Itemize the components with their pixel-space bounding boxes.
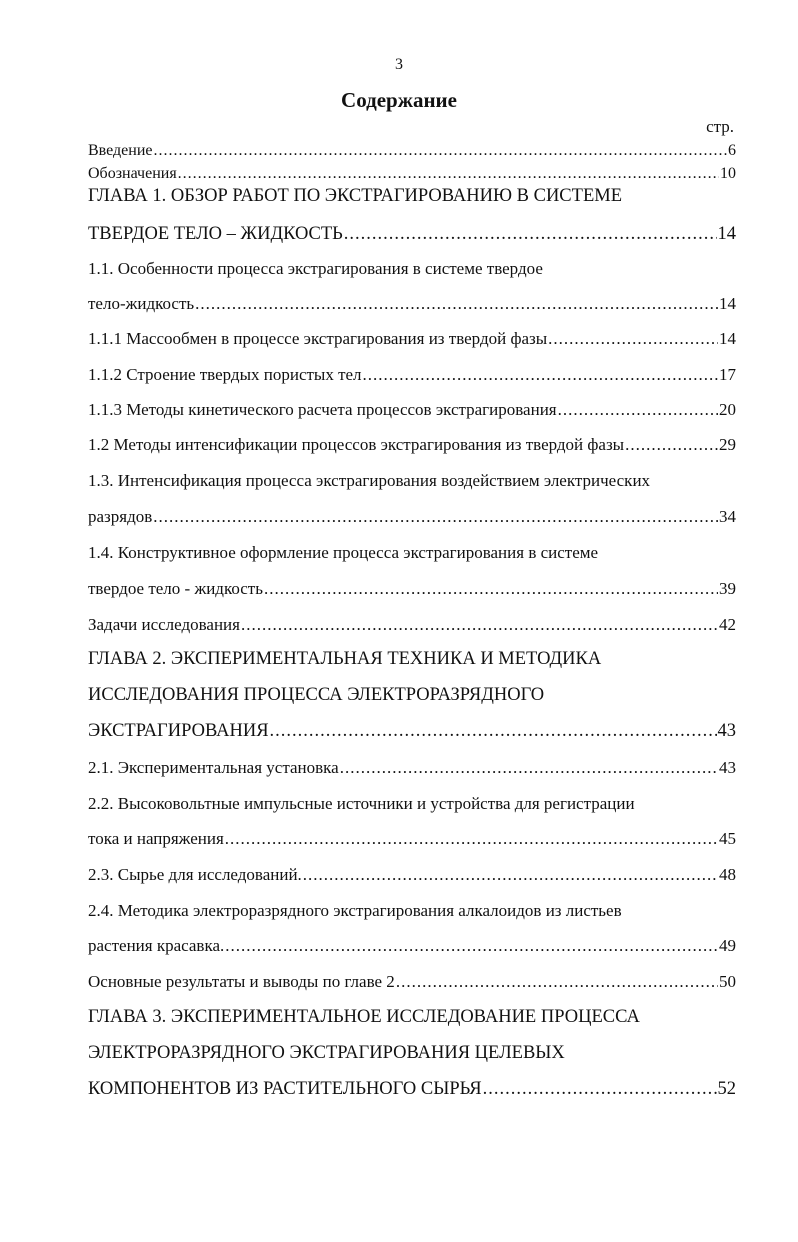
- toc-section-1-1-line-1: 1.1. Особенности процесса экстрагирования в системе твердое: [88, 259, 543, 278]
- toc-entry-page: 43: [717, 721, 736, 741]
- toc-entry-page: 39: [719, 579, 736, 598]
- toc-entry-title: растения красавка.: [88, 936, 225, 955]
- toc-leader-dots: [303, 866, 718, 883]
- toc-leader-dots: [154, 143, 728, 159]
- page-number: 3: [395, 56, 403, 73]
- toc-entry-title: 2.1. Экспериментальная установка: [88, 758, 339, 777]
- toc-entry-section-1-2: [88, 436, 736, 453]
- toc-entry-section-1-1-1: [88, 330, 736, 347]
- toc-entry-section-2-3: [88, 866, 736, 883]
- toc-section-2-4-line-1: 2.4. Методика электроразрядного экстрагирования алкалоидов из листьев: [88, 901, 622, 920]
- toc-entry-title: тока и напряжения: [88, 829, 224, 848]
- toc-entry-page: 45: [719, 829, 736, 848]
- toc-entry-page: 14: [719, 329, 736, 348]
- toc-entry-tasks: [88, 616, 736, 633]
- toc-leader-dots: [225, 937, 718, 954]
- toc-entry-page: 6: [728, 142, 736, 159]
- toc-entry-section-1-4: [88, 580, 736, 597]
- toc-entry-title: Задачи исследования: [88, 615, 240, 634]
- toc-entry-page: 14: [717, 224, 736, 244]
- toc-leader-dots: [264, 580, 718, 597]
- toc-entry-title: 1.2 Методы интенсификации процессов экстрагирования из твердой фазы: [88, 435, 625, 454]
- page-title: Содержание: [341, 88, 457, 112]
- toc-entry-title: 1.1.1 Массообмен в процессе экстрагирования из твердой фазы: [88, 329, 548, 348]
- toc-entry-page: 43: [719, 758, 736, 777]
- toc-entry-title: КОМПОНЕНТОВ ИЗ РАСТИТЕЛЬНОГО СЫРЬЯ: [88, 1079, 482, 1099]
- toc-leader-dots: [178, 166, 719, 182]
- toc-entry-section-1-1: [88, 295, 736, 312]
- toc-leader-dots: [195, 295, 718, 312]
- toc-leader-dots: [483, 1080, 717, 1099]
- toc-entry-title: Введение: [88, 142, 153, 159]
- toc-entry-section-2-1: [88, 759, 736, 776]
- toc-entry-title: Основные результаты и выводы по главе 2: [88, 972, 395, 991]
- toc-entry-section-2-4: [88, 937, 736, 954]
- toc-entry-section-1-1-2: [88, 366, 736, 383]
- toc-entry-results-chapter-2: [88, 973, 736, 990]
- toc-entry-page: 48: [719, 865, 736, 884]
- toc-section-1-4-line-1: 1.4. Конструктивное оформление процесса экстрагирования в системе: [88, 543, 599, 562]
- toc-leader-dots: [153, 508, 718, 525]
- toc-section-2-2-line-1: 2.2. Высоковольтные импульсные источники и устройства для регистрации: [88, 794, 635, 813]
- toc-entry-title: твердое тело - жидкость: [88, 579, 263, 598]
- toc-entry-page: 49: [719, 936, 736, 955]
- toc-entry-chapter-1: [88, 225, 736, 244]
- toc-leader-dots: [548, 330, 718, 347]
- toc-entry-title: ТВЕРДОЕ ТЕЛО – ЖИДКОСТЬ: [88, 224, 343, 244]
- toc-entry-title: ЭКСТРАГИРОВАНИЯ: [88, 721, 269, 741]
- toc-entry-page: 50: [719, 972, 736, 991]
- toc-leader-dots: [340, 759, 718, 776]
- toc-entry-page: 10: [720, 165, 736, 182]
- toc-leader-dots: [625, 436, 718, 453]
- toc-entry-title: 2.3. Сырье для исследований.: [88, 865, 302, 884]
- toc-chapter-1-line-1: ГЛАВА 1. ОБЗОР РАБОТ ПО ЭКСТРАГИРОВАНИЮ В СИСТЕМЕ: [88, 186, 622, 206]
- toc-entry-section-1-3: [88, 508, 736, 525]
- page-column-label: стр.: [706, 117, 734, 136]
- toc-section-1-3-line-1: 1.3. Интенсификация процесса экстрагирования воздействием электрических: [88, 471, 651, 490]
- toc-entry-page: 52: [717, 1079, 736, 1099]
- toc-entry-intro: [88, 143, 736, 159]
- toc-leader-dots: [344, 225, 717, 244]
- toc-entry-title: разрядов: [88, 507, 153, 526]
- toc-leader-dots: [396, 973, 718, 990]
- toc-leader-dots: [241, 616, 718, 633]
- toc-entry-chapter-3: [88, 1080, 736, 1099]
- toc-chapter-2-line-2: ИССЛЕДОВАНИЯ ПРОЦЕССА ЭЛЕКТРОРАЗРЯДНОГО: [88, 685, 545, 705]
- toc-entry-page: 14: [719, 294, 736, 313]
- toc-entry-title: тело-жидкость: [88, 294, 195, 313]
- toc-entry-page: 34: [719, 507, 736, 526]
- toc-entry-title: Обозначения: [88, 165, 177, 182]
- toc-entry-section-2-2: [88, 830, 736, 847]
- toc-chapter-2-line-1: ГЛАВА 2. ЭКСПЕРИМЕНТАЛЬНАЯ ТЕХНИКА И МЕТОДИКА: [88, 649, 602, 669]
- toc-chapter-3-line-1: ГЛАВА 3. ЭКСПЕРИМЕНТАЛЬНОЕ ИССЛЕДОВАНИЕ ПРОЦЕССА: [88, 1007, 640, 1027]
- toc-entry-notation: [88, 166, 736, 182]
- toc-leader-dots: [363, 366, 718, 383]
- toc-entry-page: 20: [719, 400, 736, 419]
- toc-entry-section-1-1-3: [88, 401, 736, 418]
- toc-leader-dots: [270, 722, 717, 741]
- toc-leader-dots: [558, 401, 718, 418]
- toc-entry-page: 17: [719, 365, 736, 384]
- toc-chapter-3-line-2: ЭЛЕКТРОРАЗРЯДНОГО ЭКСТРАГИРОВАНИЯ ЦЕЛЕВЫХ: [88, 1043, 565, 1063]
- toc-entry-title: 1.1.2 Строение твердых пористых тел: [88, 365, 362, 384]
- toc-entry-page: 42: [719, 615, 736, 634]
- toc-entry-page: 29: [719, 435, 736, 454]
- toc-entry-chapter-2: [88, 722, 736, 741]
- toc-leader-dots: [225, 830, 718, 847]
- toc-entry-title: 1.1.3 Методы кинетического расчета процессов экстрагирования: [88, 400, 557, 419]
